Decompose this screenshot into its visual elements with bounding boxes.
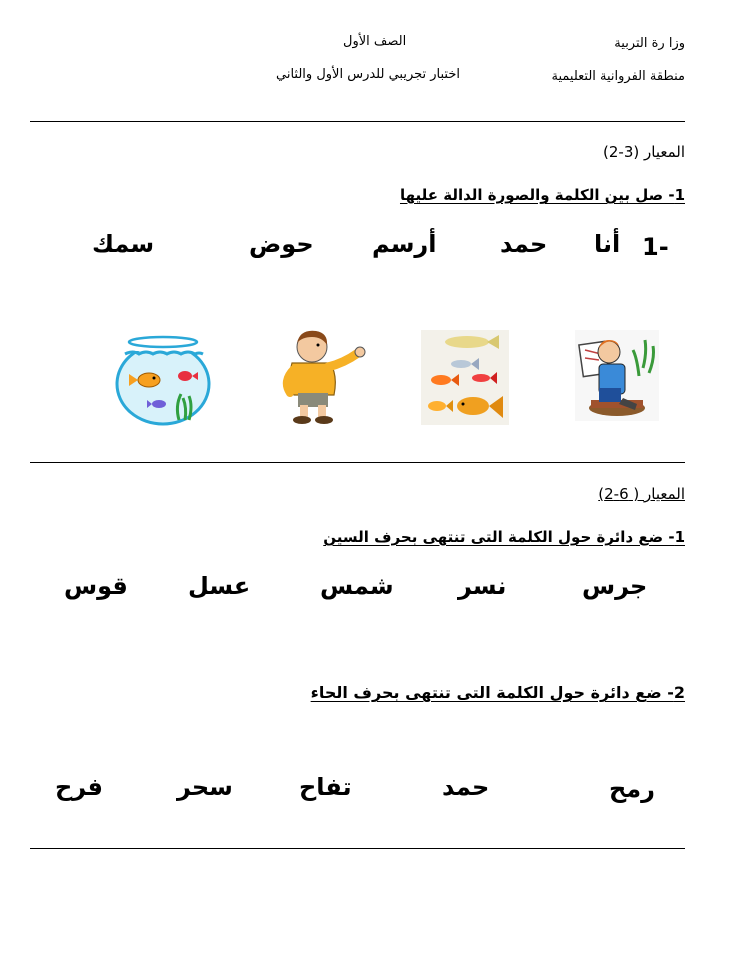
divider-line: [30, 121, 685, 122]
word-arsum: أرسم: [372, 230, 437, 258]
criterion-label: المعيار (3-2): [603, 143, 685, 161]
word-shams: شمس: [320, 572, 394, 600]
word-jaras: جرس: [582, 572, 648, 600]
ministry-name: وزا رة التربية: [614, 36, 685, 51]
question-title: 2- ضع دائرة حول الكلمة التى تنتهى بحرف الحاء: [310, 683, 685, 702]
grade-label: الصف الأول: [343, 34, 407, 49]
fish-bowl-icon: [113, 334, 213, 426]
word-samak: سمك: [92, 230, 155, 258]
district-name: منطقة الفروانية التعليمية: [551, 69, 685, 84]
question-title: 1- صل بين الكلمة والصورة الدالة عليها: [399, 186, 685, 204]
word-rumh: رمح: [609, 775, 655, 803]
question-title: 1- ضع دائرة حول الكلمة التى تنتهى بحرف السين: [323, 528, 685, 546]
word-nasr: نسر: [458, 572, 507, 600]
word-hamad: حمد: [500, 230, 548, 258]
test-title: اختبار تجريبي للدرس الأول والثاني: [276, 67, 460, 82]
word-qaws: قوس: [64, 572, 128, 600]
word-hawd: حوض: [249, 230, 314, 258]
word-asal: عسل: [188, 572, 251, 600]
divider-line: [30, 462, 685, 463]
divider-line: [30, 848, 685, 849]
criterion-label: المعيار ( 6-2): [598, 485, 685, 503]
word-sahar: سحر: [177, 773, 233, 801]
fish-group-icon: [421, 330, 509, 425]
row-number: 1-: [642, 233, 669, 261]
boy-drawing-icon: [573, 328, 661, 423]
word-farah: فرح: [55, 773, 103, 801]
word-ana: أنا: [594, 230, 621, 258]
word-hamad: حمد: [442, 773, 490, 801]
word-tuffah: تفاح: [299, 773, 352, 801]
boy-pointing-icon: [272, 325, 372, 425]
